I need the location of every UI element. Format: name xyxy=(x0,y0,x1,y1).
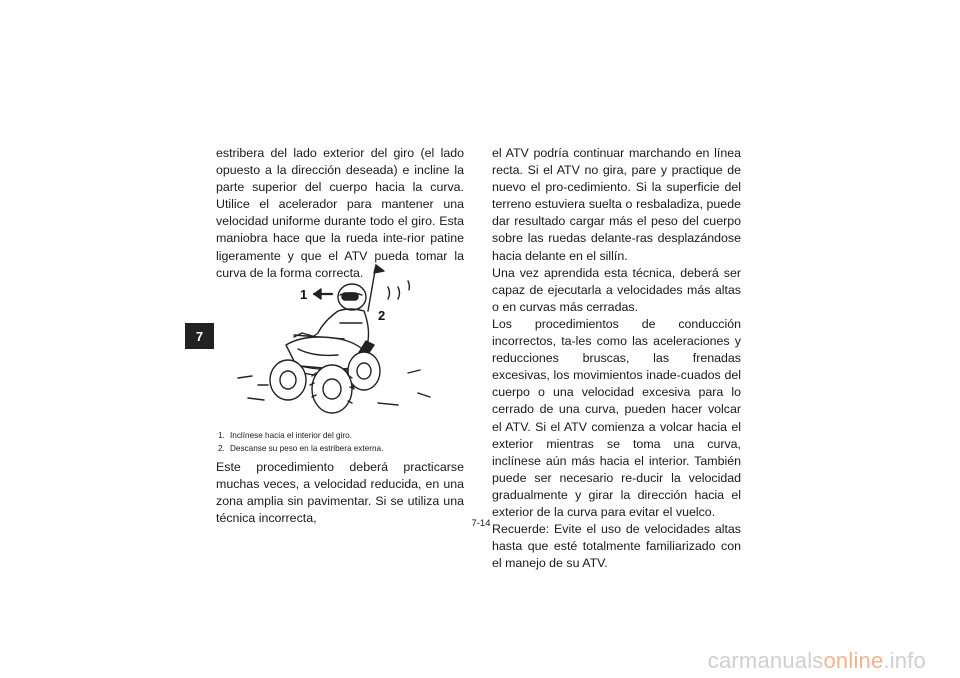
watermark-prefix: carmanuals xyxy=(707,648,824,673)
watermark xyxy=(708,648,926,674)
callout-1-label: 1 xyxy=(300,287,308,302)
figure-captions xyxy=(218,429,466,455)
right-paragraph-3: Los procedimientos de conducción incorrectos, ta-les como las aceleraciones y reducciones bruscas, las frenadas excesivas, los movimientos inade-cuados del cuerpo o una velocidad excesiva para lo cerrado de una curva, pueden hacer volcar el ATV. Si el ATV comienza a volcar hacia el exterior mientras se toma una curva, inclínese aún más hacia el interior. También puede ser necesario re-ducir la velocidad gradualmente y girar la dirección hacia el exterior de la curva para evitar el vuelco. xyxy=(492,316,741,519)
caption-number: 2. xyxy=(218,444,225,454)
watermark-suffix: .info xyxy=(883,648,926,673)
callout-2-label: 2 xyxy=(378,308,386,323)
caption-text: Inclínese hacia el interior del giro. xyxy=(230,431,352,440)
page-number: 7-14 xyxy=(471,518,491,529)
left-column-bottom xyxy=(216,459,464,527)
atv-rider-drawing xyxy=(228,253,453,423)
caption-number: 1. xyxy=(218,431,225,440)
right-column xyxy=(492,145,741,572)
caption-text: Descanse su peso en la estribera externa. xyxy=(230,444,384,454)
watermark-accent: online xyxy=(823,648,884,673)
caption-item xyxy=(218,429,466,442)
left-paragraph-1: estribera del lado exterior del giro (el lado opuesto a la dirección deseada) e incline la parte superior del cuerpo hacia la curva. Utilice el acelerador para mantener una velocidad uniforme durante todo el giro. Esta maniobra hace que la rueda inte-rior patine ligeramente y que el ATV pueda tomar la curva de la forma correcta. xyxy=(216,146,464,280)
right-paragraph-1: el ATV podría continuar marchando en línea recta. Si el ATV no gira, pare y practique de nuevo el pro-cedimiento. Si la superficie del terreno estuviera suelta o resbaladiza, puede dar resultado cargar más el peso del cuerpo sobre las ruedas delante-ras desplazándose hacia delante en el sillín. xyxy=(492,146,741,263)
caption-item xyxy=(218,442,466,455)
right-paragraph-4: Recuerde: Evite el uso de velocidades altas hasta que esté totalmente familiarizado con el manejo de su ATV. xyxy=(492,522,741,571)
right-paragraph-2: Una vez aprendida esta técnica, deberá ser capaz de ejecutarla a velocidades más altas o en curvas más cerradas. xyxy=(492,265,741,314)
left-paragraph-2: Este procedimiento deberá practicarse muchas veces, a velocidad reducida, en una zona amplia sin pavimentar. Si se utiliza una técnica incorrecta, xyxy=(216,460,464,526)
atv-illustration xyxy=(228,253,453,423)
chapter-tab: 7 xyxy=(185,323,214,349)
